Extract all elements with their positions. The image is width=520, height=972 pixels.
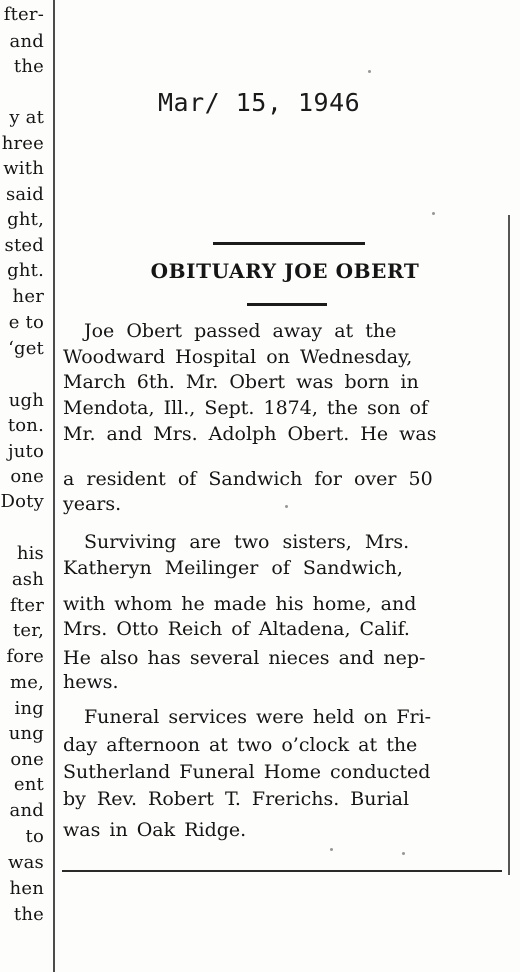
left-fragment: hree xyxy=(1,133,44,154)
adjacent-column-fragments xyxy=(0,0,46,972)
print-speck xyxy=(330,848,333,851)
article-line: Mendota, Ill., Sept. 1874, the son of xyxy=(63,397,429,419)
article-line: hews. xyxy=(63,671,119,693)
left-fragment: ash xyxy=(11,569,44,590)
article-line: He also has several nieces and nep- xyxy=(63,647,426,669)
article-line: March 6th. Mr. Obert was born in xyxy=(63,371,419,393)
left-fragment: the xyxy=(13,56,44,77)
left-fragment: fter xyxy=(10,595,44,616)
left-fragment: ugh xyxy=(8,390,44,411)
article-line: years. xyxy=(63,493,122,515)
left-fragment: the xyxy=(13,904,44,925)
left-fragment: said xyxy=(5,184,44,205)
article-line: by Rev. Robert T. Frerichs. Burial xyxy=(63,788,410,810)
article-line xyxy=(84,319,496,343)
left-fragment: was xyxy=(8,852,44,873)
left-fragment: ght. xyxy=(7,260,44,281)
print-speck xyxy=(368,70,371,73)
article-line: Funeral services were held on Fri- xyxy=(84,706,432,728)
article-line: Katheryn Meilinger of Sandwich, xyxy=(63,557,403,579)
left-fragment: ent xyxy=(13,774,44,795)
article-line-text: Joe Obert passed away at the xyxy=(84,320,397,342)
left-fragment: her xyxy=(12,286,44,307)
left-fragment: and xyxy=(9,31,44,52)
left-fragment: with xyxy=(3,158,44,179)
column-divider xyxy=(508,215,510,875)
article-end-rule xyxy=(62,870,502,872)
article-line: a resident of Sandwich for over 50 xyxy=(63,468,433,490)
left-fragment: y at xyxy=(9,107,44,128)
article-line: Mrs. Otto Reich of Altadena, Calif. xyxy=(63,618,410,640)
left-fragment: ght, xyxy=(7,209,44,230)
article-line: Woodward Hospital on Wednesday, xyxy=(63,346,413,368)
article-line: Sutherland Funeral Home conducted xyxy=(63,761,431,783)
article-line: day afternoon at two o’clock at the xyxy=(63,734,418,756)
headline-rule-bottom xyxy=(247,303,327,306)
column-divider xyxy=(53,0,55,972)
left-fragment: ‘get xyxy=(8,338,44,359)
left-fragment: sted xyxy=(4,235,44,256)
headline-rule-top xyxy=(213,242,365,245)
print-speck xyxy=(432,212,435,215)
left-fragment: fore xyxy=(6,646,44,667)
left-fragment: Doty xyxy=(0,491,44,512)
left-fragment: one xyxy=(10,466,44,487)
article-line: with whom he made his home, and xyxy=(63,593,417,615)
left-fragment: me, xyxy=(9,672,44,693)
article-line: Mr. and Mrs. Adolph Obert. He was xyxy=(63,423,437,445)
left-fragment: one xyxy=(10,749,44,770)
left-fragment: ter, xyxy=(12,620,44,641)
left-fragment: his xyxy=(16,543,44,564)
left-fragment: fter- xyxy=(3,4,44,25)
left-fragment: ton. xyxy=(7,415,44,436)
left-fragment: and xyxy=(9,800,44,821)
headline: OBITUARY JOE OBERT xyxy=(150,259,420,283)
left-fragment: juto xyxy=(7,441,44,462)
left-fragment: hen xyxy=(9,878,44,899)
left-fragment: ung xyxy=(8,723,44,744)
left-fragment: e to xyxy=(8,312,44,333)
article-line: was in Oak Ridge. xyxy=(63,819,247,841)
print-speck xyxy=(402,852,405,855)
left-fragment: to xyxy=(25,826,44,847)
left-fragment: ing xyxy=(14,698,44,719)
print-speck xyxy=(285,505,288,508)
date-stamp: Mar/ 15, 1946 xyxy=(158,88,361,117)
article-line: Surviving are two sisters, Mrs. xyxy=(84,531,410,553)
